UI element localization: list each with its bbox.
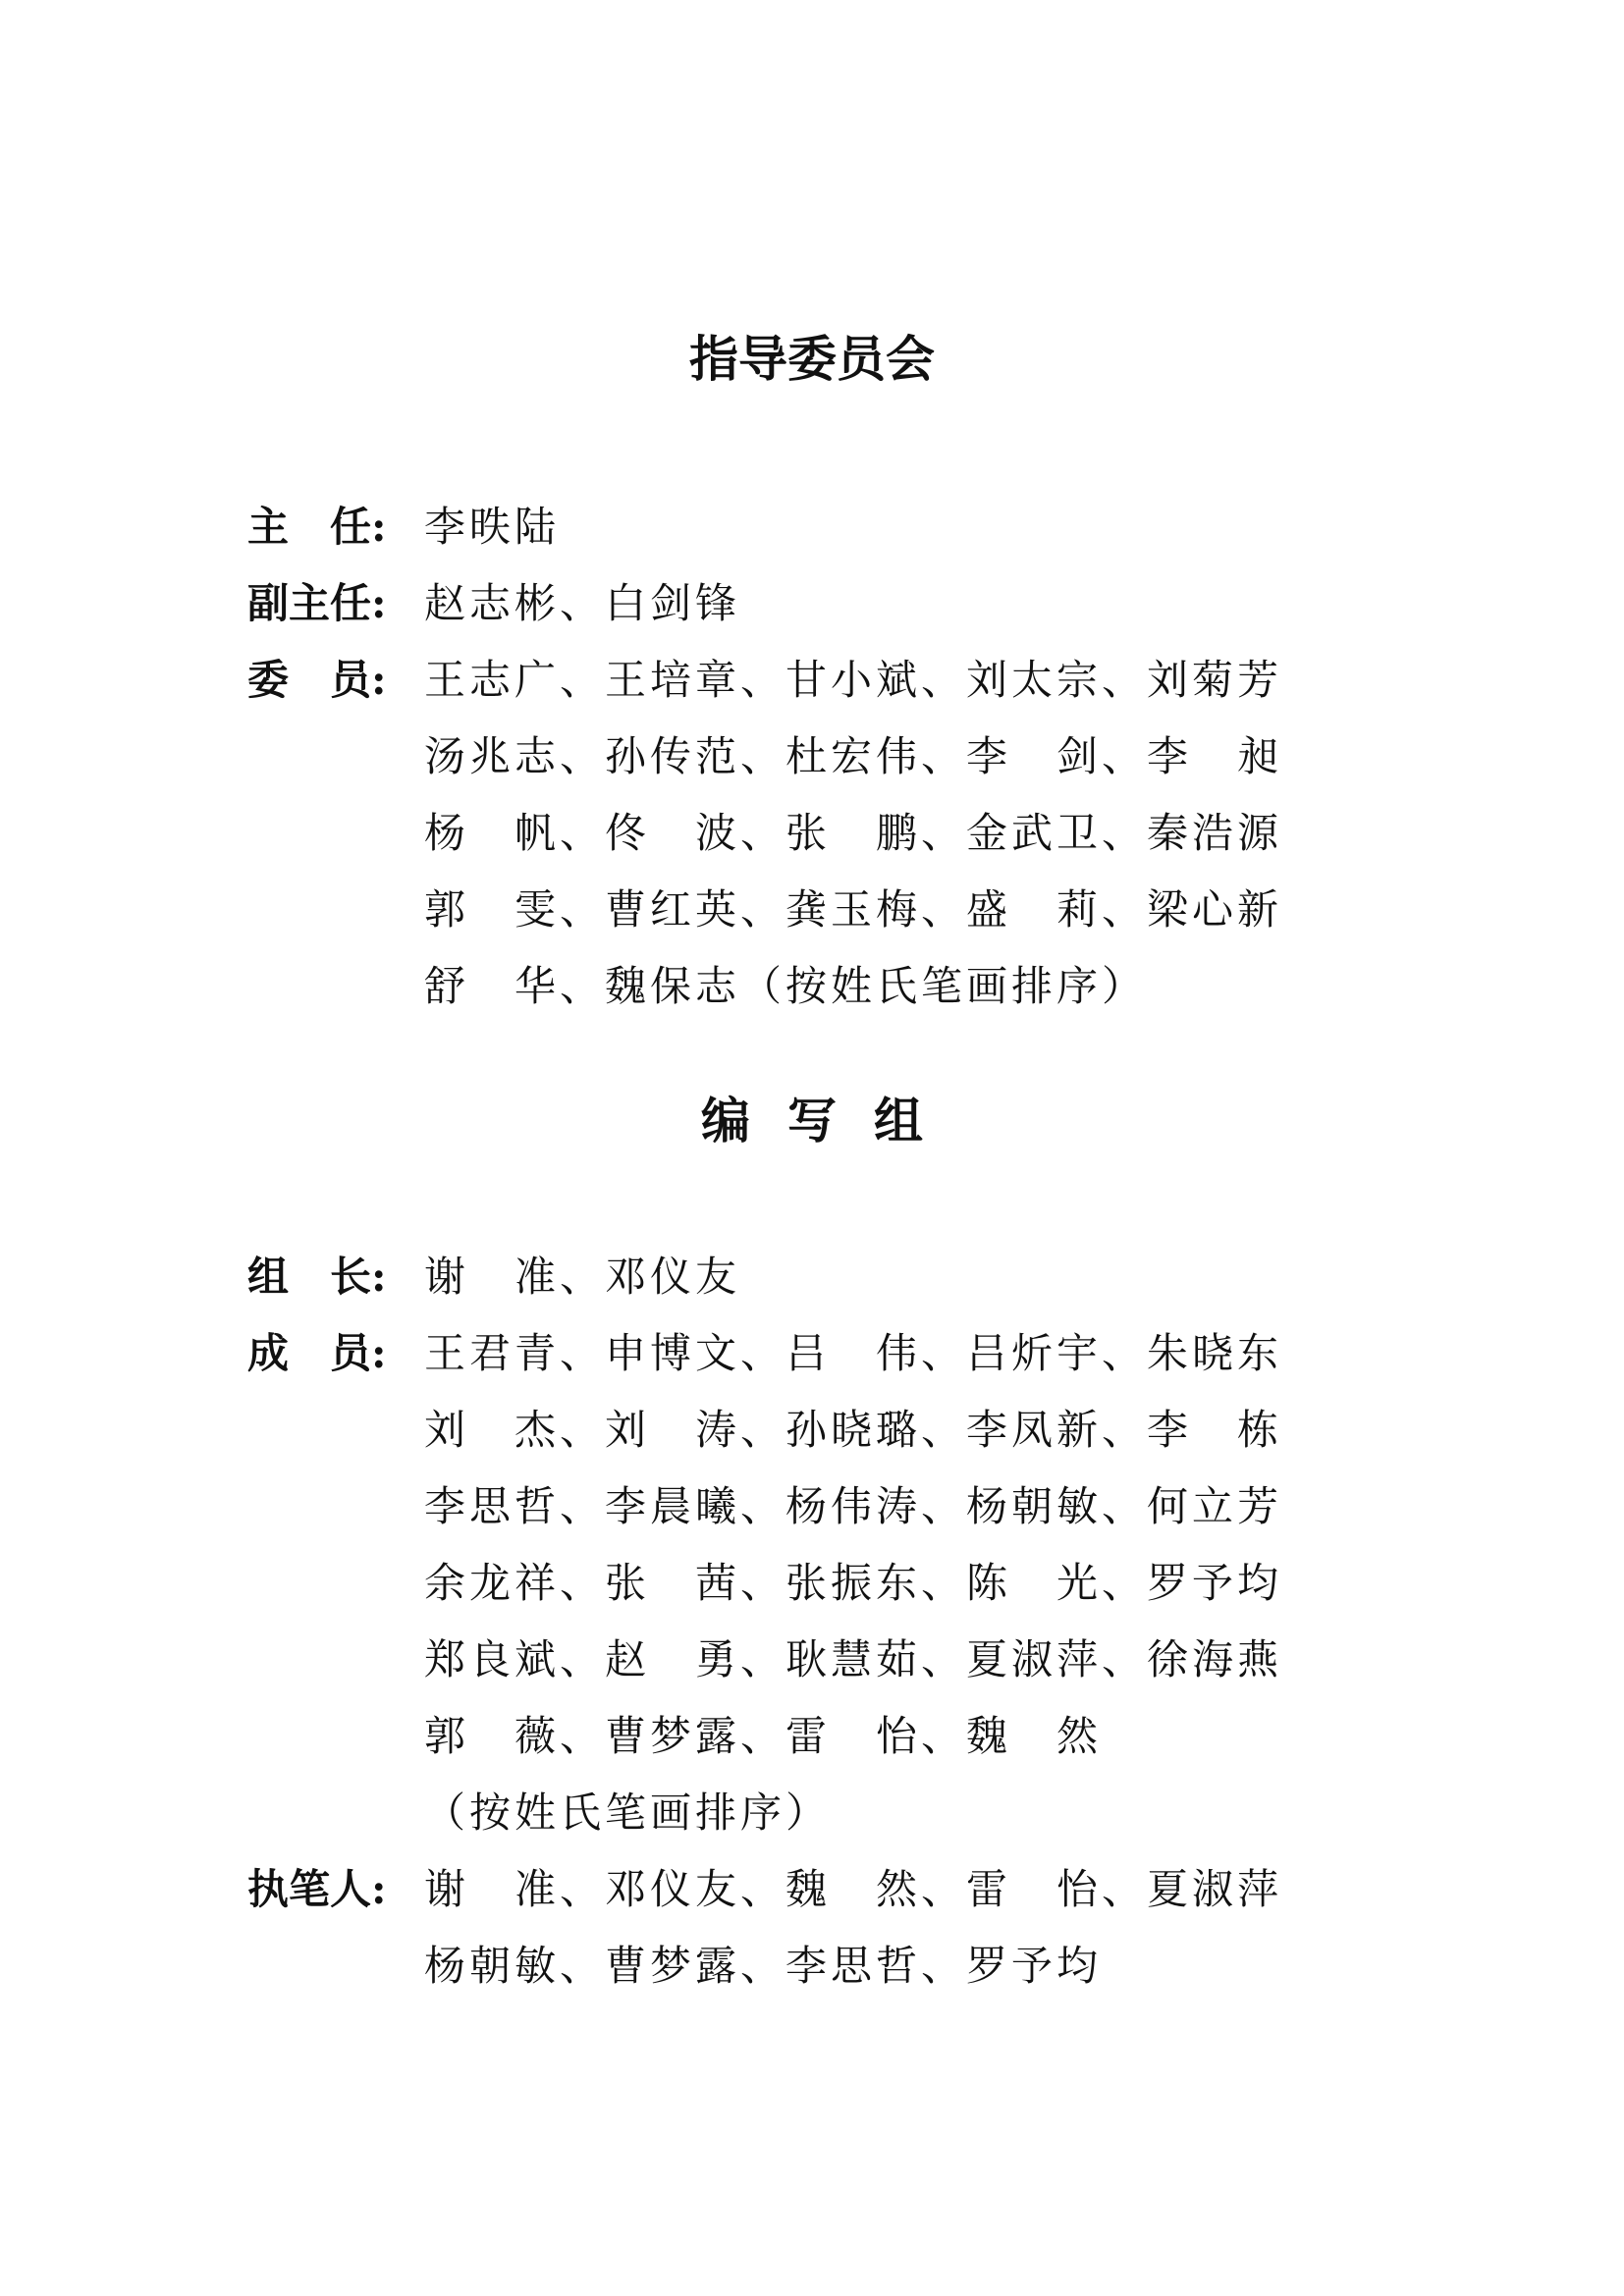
members-label: 委 员:: [247, 656, 387, 704]
members-row: [247, 642, 1327, 1025]
name-line: 王君青、申博文、吕 伟、吕炘宇、朱晓东: [424, 1329, 1283, 1377]
name-line: 舒 华、魏保志（按姓氏笔画排序）: [424, 962, 1148, 1010]
deputy-director-names: [424, 565, 740, 642]
name-line: 王志广、王培章、甘小斌、刘太宗、刘菊芳: [424, 656, 1283, 704]
group-leader-label: 组 长:: [247, 1253, 387, 1301]
name-line: 郭 雯、曹红英、龚玉梅、盛 莉、梁心新: [424, 885, 1283, 934]
members-names: [424, 642, 1282, 1025]
deputy-director-label: 副主任:: [247, 579, 387, 627]
name-line: 李思哲、李晨曦、杨伟涛、杨朝敏、何立芳: [424, 1482, 1283, 1530]
director-names: [424, 489, 560, 565]
name-line: 李昳陆: [424, 503, 561, 551]
group-members-label: 成 员:: [247, 1329, 387, 1377]
name-line: 刘 杰、刘 涛、孙晓璐、李凤新、李 栋: [424, 1406, 1283, 1454]
name-line: 余龙祥、张 茜、张振东、陈 光、罗予均: [424, 1559, 1283, 1607]
group-leader-row: [247, 1239, 1327, 1315]
writing-group-title: 编写组: [701, 1092, 960, 1149]
writers-names: [424, 1851, 1282, 2004]
writers-label: 执笔人:: [247, 1865, 387, 1913]
steering-committee-section: [247, 489, 1327, 1025]
name-line: 谢 准、邓仪友、魏 然、雷 怡、夏淑萍: [424, 1865, 1283, 1913]
name-line: 谢 准、邓仪友: [424, 1253, 741, 1301]
group-leader-names: [424, 1239, 740, 1315]
name-line: 郑良斌、赵 勇、耿慧茹、夏淑萍、徐海燕: [424, 1635, 1283, 1683]
deputy-director-row: [247, 565, 1327, 642]
name-line: 郭 薇、曹梦露、雷 怡、魏 然: [424, 1712, 1103, 1760]
name-line: 杨 帆、佟 波、张 鹏、金武卫、秦浩源: [424, 809, 1283, 857]
writing-group-section: [247, 1239, 1327, 2004]
director-label: 主 任:: [247, 503, 387, 551]
writers-row: [247, 1851, 1327, 2004]
name-line: 汤兆志、孙传范、杜宏伟、李 剑、李 昶: [424, 732, 1283, 780]
group-members-row: [247, 1315, 1327, 1851]
name-line: 赵志彬、白剑锋: [424, 579, 741, 627]
group-members-names: [424, 1315, 1282, 1851]
name-line: 杨朝敏、曹梦露、李思哲、罗予均: [424, 1942, 1103, 1990]
name-line: （按姓氏笔画排序）: [424, 1789, 832, 1837]
steering-committee-title: 指导委员会: [689, 330, 935, 388]
director-row: [247, 489, 1327, 565]
